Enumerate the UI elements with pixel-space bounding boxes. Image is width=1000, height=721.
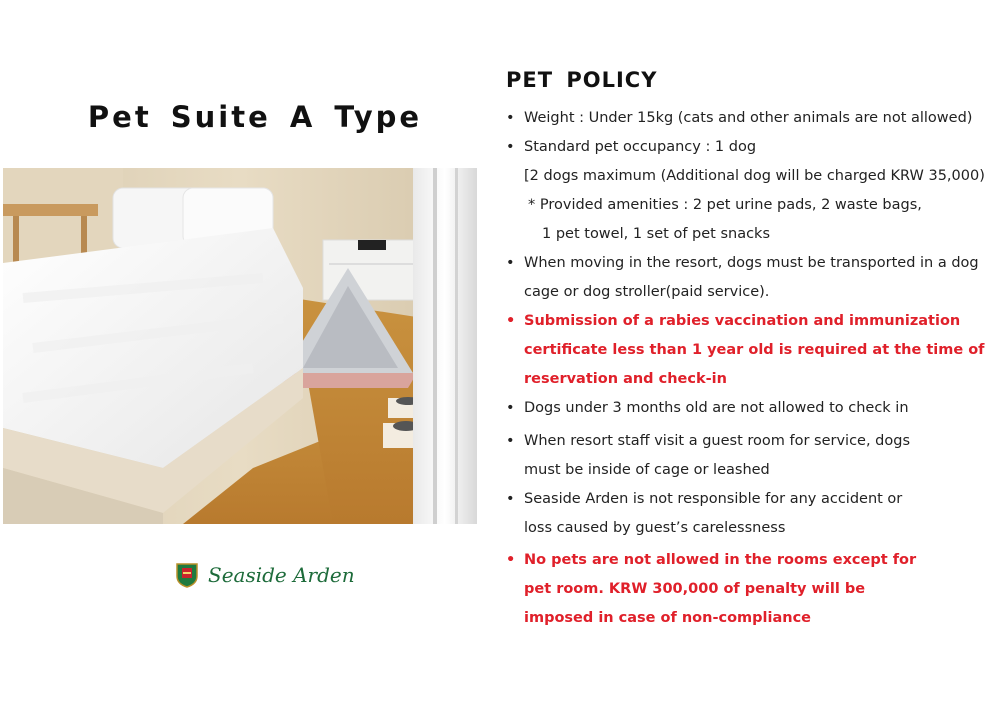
bullet-icon: • (506, 552, 516, 568)
bullet-icon: • (506, 491, 515, 507)
bullet-icon: • (506, 313, 516, 329)
bullet-icon: • (506, 110, 515, 126)
crest-icon (176, 562, 198, 588)
policy-title: PET POLICY (506, 68, 658, 92)
bullet-icon: • (506, 433, 515, 449)
logo-text: Seaside Arden (208, 563, 355, 587)
room-photo (3, 168, 477, 524)
bullet-icon: • (506, 139, 515, 155)
bullet-icon: • (506, 400, 515, 416)
bullet-icon: • (506, 255, 515, 271)
page-title: Pet Suite A Type (87, 100, 423, 134)
pet-policy: PET POLICY • Weight : Under 15kg (cats and other animals are not allowed) • Standard pet occupancy : 1 dog [2 dogs maximum (Additional dog will be charged KRW 35,000) * Provided amenities : 2 pet urine pads, 2 waste bags, 1 pet towel, 1 set of pet snacks • When moving in the resort, dogs must be transported in a dog cage or dog stroller(paid service). • Submission of a rabies vaccination and immunization certificate less than 1 year old is required at the time of reservation and check-in • Dogs under 3 months old are not allowed to check in • When resort staff visit a guest room for service, dogs must be inside of cage or leashed • Seaside Arden is not responsible for any accident or loss caused by guest’s carelessness • No pets are not allowed in the rooms except for pet room. KRW 300,000 of penalty will be imposed in case of non-compliance (506, 68, 996, 100)
brand-logo (176, 560, 355, 590)
